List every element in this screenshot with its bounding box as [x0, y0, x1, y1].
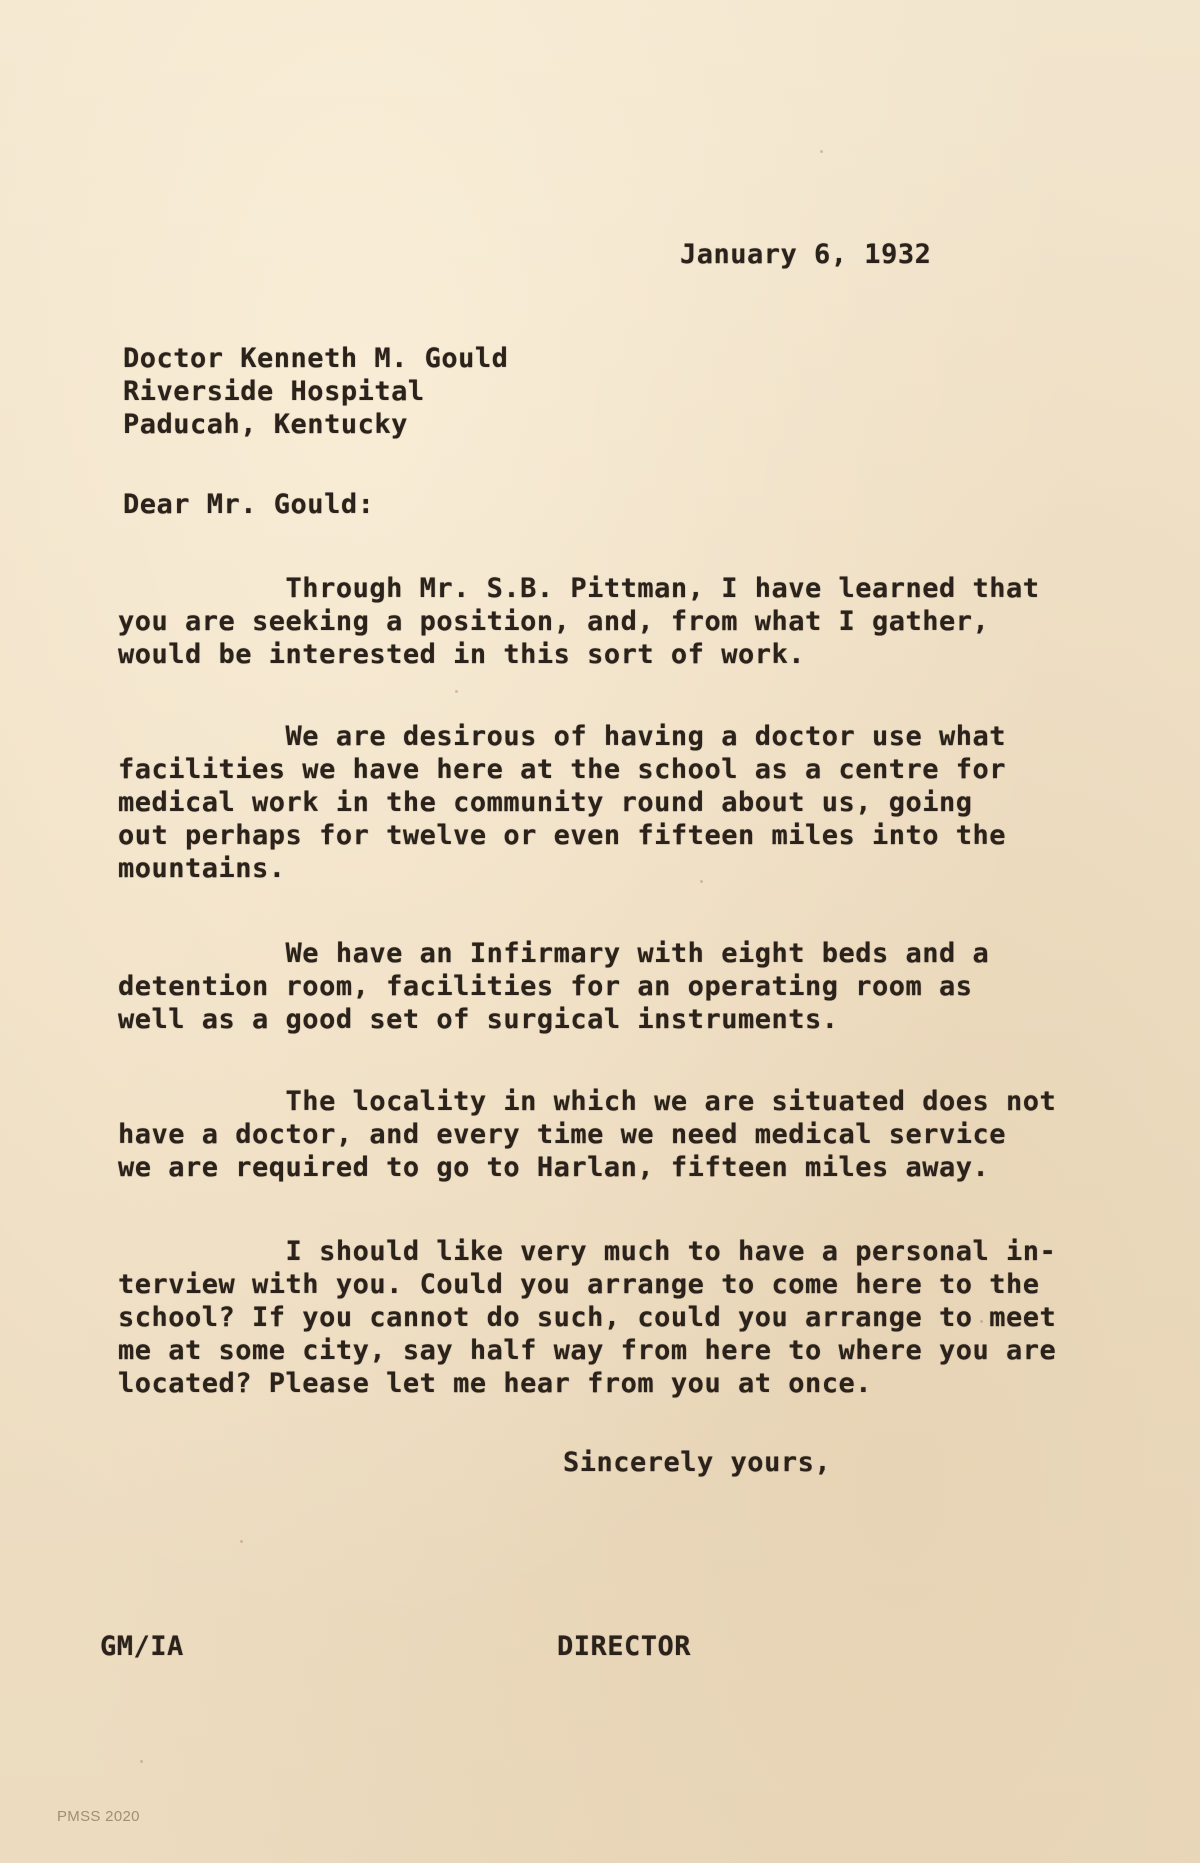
body-paragraph: We are desirous of having a doctor use what facilities we have here at the school as a centre for medical work in the community round about us, going out perhaps for twelve or even fifteen miles into the mountains.	[118, 721, 1007, 884]
recipient-institution: Riverside Hospital	[123, 376, 425, 407]
body-paragraph: We have an Infirmary with eight beds and a detention room, facilities for an operating room as well as a good set of surgical instruments.	[118, 938, 990, 1035]
salutation: Dear Mr. Gould:	[123, 489, 375, 520]
paper-fleck	[140, 1760, 143, 1763]
recipient-address	[123, 342, 508, 441]
closing: Sincerely yours,	[563, 1447, 832, 1478]
paper-fleck	[455, 690, 458, 693]
body-paragraph: I should like very much to have a personal in- terview with you. Could you arrange to come here to the school? If you cannot do such, could you arrange to meet me at some city, say half way from here to where you are located? Please let me hear from you at once.	[118, 1236, 1057, 1399]
body-paragraph: Through Mr. S.B. Pittman, I have learned that you are seeking a position, and, from what I gather, would be interested in this sort of work.	[118, 573, 1040, 670]
recipient-name: Doctor Kenneth M. Gould	[123, 343, 509, 374]
paper-fleck	[820, 150, 823, 153]
typist-initials: GM/IA	[100, 1631, 184, 1662]
body-paragraph: The locality in which we are situated does not have a doctor, and every time we need medical service we are required to go to Harlan, fifteen miles away.	[118, 1086, 1057, 1183]
recipient-city: Paducah, Kentucky	[123, 409, 408, 440]
letter-date: January 6, 1932	[680, 239, 932, 270]
signature-title: DIRECTOR	[557, 1631, 692, 1662]
paper-fleck	[240, 1540, 243, 1543]
archive-watermark: PMSS 2020	[57, 1808, 140, 1825]
